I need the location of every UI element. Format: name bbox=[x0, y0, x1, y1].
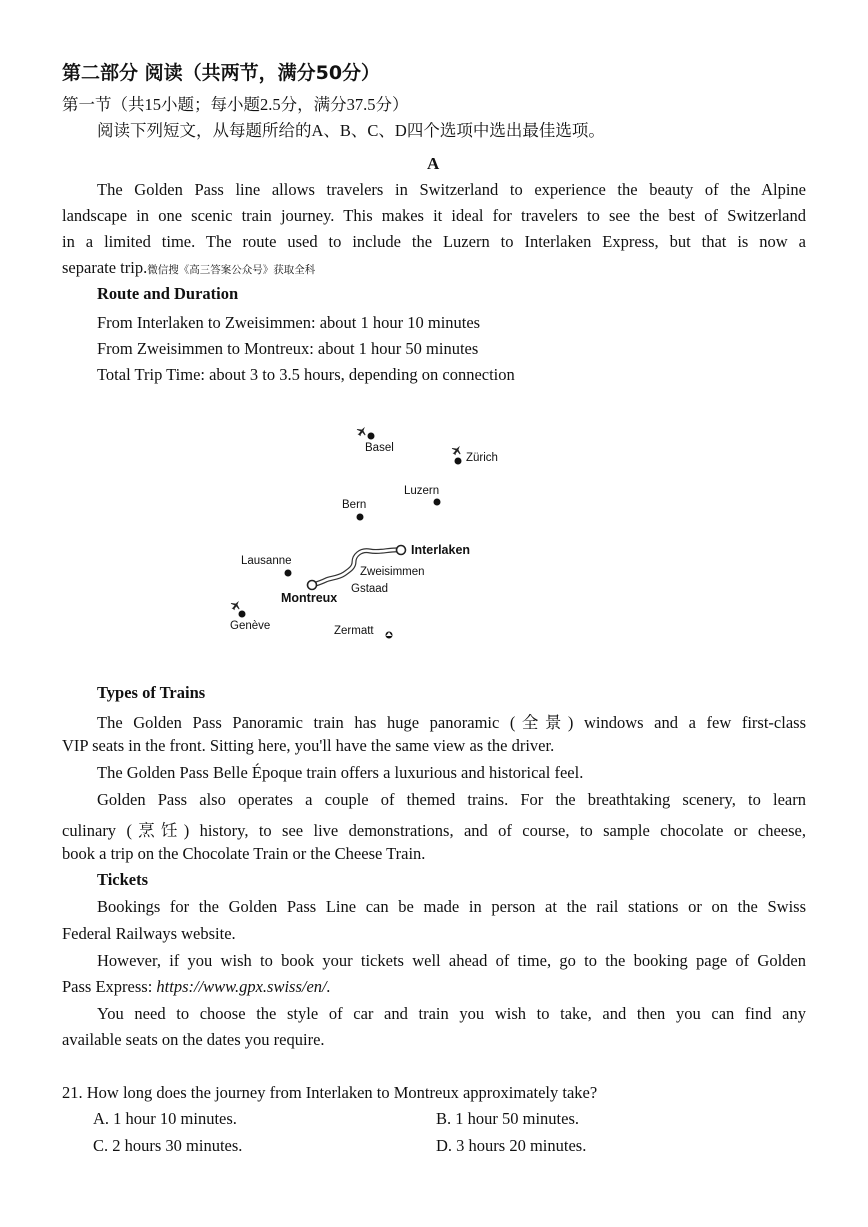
gpx-url-link[interactable]: https://www.gpx.swiss/en/. bbox=[156, 977, 331, 996]
zermatt-label: Zermatt bbox=[334, 625, 374, 637]
tickets-heading: Tickets bbox=[97, 870, 149, 889]
watermark-text: 微信搜《高三答案公众号》获取全科 bbox=[147, 264, 316, 276]
interlaken-label: Interlaken bbox=[411, 543, 471, 557]
intro-line-1: The Golden Pass line allows travelers in Switzerland to experience the beauty of the Alpine bbox=[97, 180, 806, 199]
trains-p3-line-3: book a trip on the Chocolate Train or the Cheese Train. bbox=[62, 844, 426, 863]
part-title: 第二部分 阅读（共两节，满分50分） bbox=[62, 62, 381, 84]
option-d[interactable]: D. 3 hours 20 minutes. bbox=[436, 1136, 587, 1155]
zurich-airport-icon bbox=[450, 443, 464, 457]
route-line-2: From Zweisimmen to Montreux: about 1 hour 50 minutes bbox=[97, 339, 479, 358]
intro-line-2: landscape in one scenic train journey. This makes it ideal for travelers to see the best of Switzerland bbox=[62, 206, 806, 225]
intro-line-4: separate trip. bbox=[62, 258, 148, 277]
tickets-p1-line-2: Federal Railways website. bbox=[62, 924, 236, 943]
zurich-label: Zürich bbox=[466, 452, 498, 464]
route-line-1: From Interlaken to Zweisimmen: about 1 hour 10 minutes bbox=[97, 313, 481, 332]
zermatt-icon bbox=[386, 632, 393, 639]
luzern-label: Luzern bbox=[404, 485, 440, 497]
tickets-p1-line-1: Bookings for the Golden Pass Line can be made in person at the rail stations or on the Swiss bbox=[97, 897, 806, 916]
zurich-dot bbox=[455, 458, 462, 465]
interlaken-terminus bbox=[397, 546, 406, 555]
tickets-p2-prefix: Pass Express: bbox=[62, 977, 157, 996]
tickets-p3-line-1: You need to choose the style of car and train you wish to take, and then you can find any bbox=[97, 1004, 806, 1023]
option-c[interactable]: C. 2 hours 30 minutes. bbox=[93, 1136, 243, 1155]
montreux-terminus bbox=[308, 581, 317, 590]
basel-airport-icon bbox=[355, 424, 369, 438]
tickets-p2-line-2 bbox=[62, 977, 806, 997]
gstaad-label: Gstaad bbox=[351, 583, 389, 595]
question-21: 21. How long does the journey from Interlaken to Montreux approximately take? bbox=[62, 1083, 598, 1102]
lausanne-label: Lausanne bbox=[241, 555, 292, 567]
bern-label: Bern bbox=[342, 499, 367, 511]
intro-line-3: in a limited time. The route used to include the Luzern to Interlaken Express, but that is now a bbox=[62, 232, 806, 251]
passage-letter: A bbox=[427, 154, 440, 173]
basel-label: Basel bbox=[365, 442, 394, 454]
geneve-dot bbox=[239, 611, 246, 618]
luzern-dot bbox=[434, 499, 441, 506]
trains-p2: The Golden Pass Belle Époque train offers a luxurious and historical feel. bbox=[97, 763, 584, 782]
geneve-airport-icon bbox=[229, 598, 243, 612]
tickets-p2-line-1: However, if you wish to book your tickets well ahead of time, go to the booking page of Golden bbox=[97, 951, 806, 970]
tickets-p3-line-2: available seats on the dates you require. bbox=[62, 1030, 325, 1049]
option-a[interactable]: A. 1 hour 10 minutes. bbox=[93, 1109, 237, 1128]
trains-p3-line-2: culinary (烹饪) history, to see live demonstrations, and of course, to sample chocolate or cheese, bbox=[62, 821, 806, 840]
bern-dot bbox=[357, 514, 364, 521]
lausanne-dot bbox=[285, 570, 292, 577]
instruction: 阅读下列短文，从每题所给的A、B、C、D四个选项中选出最佳选项。 bbox=[97, 121, 605, 140]
geneve-label: Genève bbox=[230, 620, 271, 632]
trains-heading: Types of Trains bbox=[97, 683, 206, 702]
route-heading: Route and Duration bbox=[97, 284, 239, 303]
trains-p1-line-1: The Golden Pass Panoramic train has huge panoramic (全景) windows and a few first-class bbox=[97, 713, 806, 732]
trains-p1-line-2: VIP seats in the front. Sitting here, you'll have the same view as the driver. bbox=[62, 736, 555, 755]
basel-dot bbox=[368, 433, 375, 440]
section-title: 第一节（共15小题；每小题2.5分，满分37.5分） bbox=[62, 95, 409, 114]
route-line-3: Total Trip Time: about 3 to 3.5 hours, depending on connection bbox=[97, 365, 515, 384]
montreux-label: Montreux bbox=[281, 591, 338, 605]
zweisimmen-label: Zweisimmen bbox=[360, 566, 425, 578]
option-b[interactable]: B. 1 hour 50 minutes. bbox=[436, 1109, 579, 1128]
trains-p3-line-1: Golden Pass also operates a couple of themed trains. For the breathtaking scenery, to learn bbox=[97, 790, 806, 809]
